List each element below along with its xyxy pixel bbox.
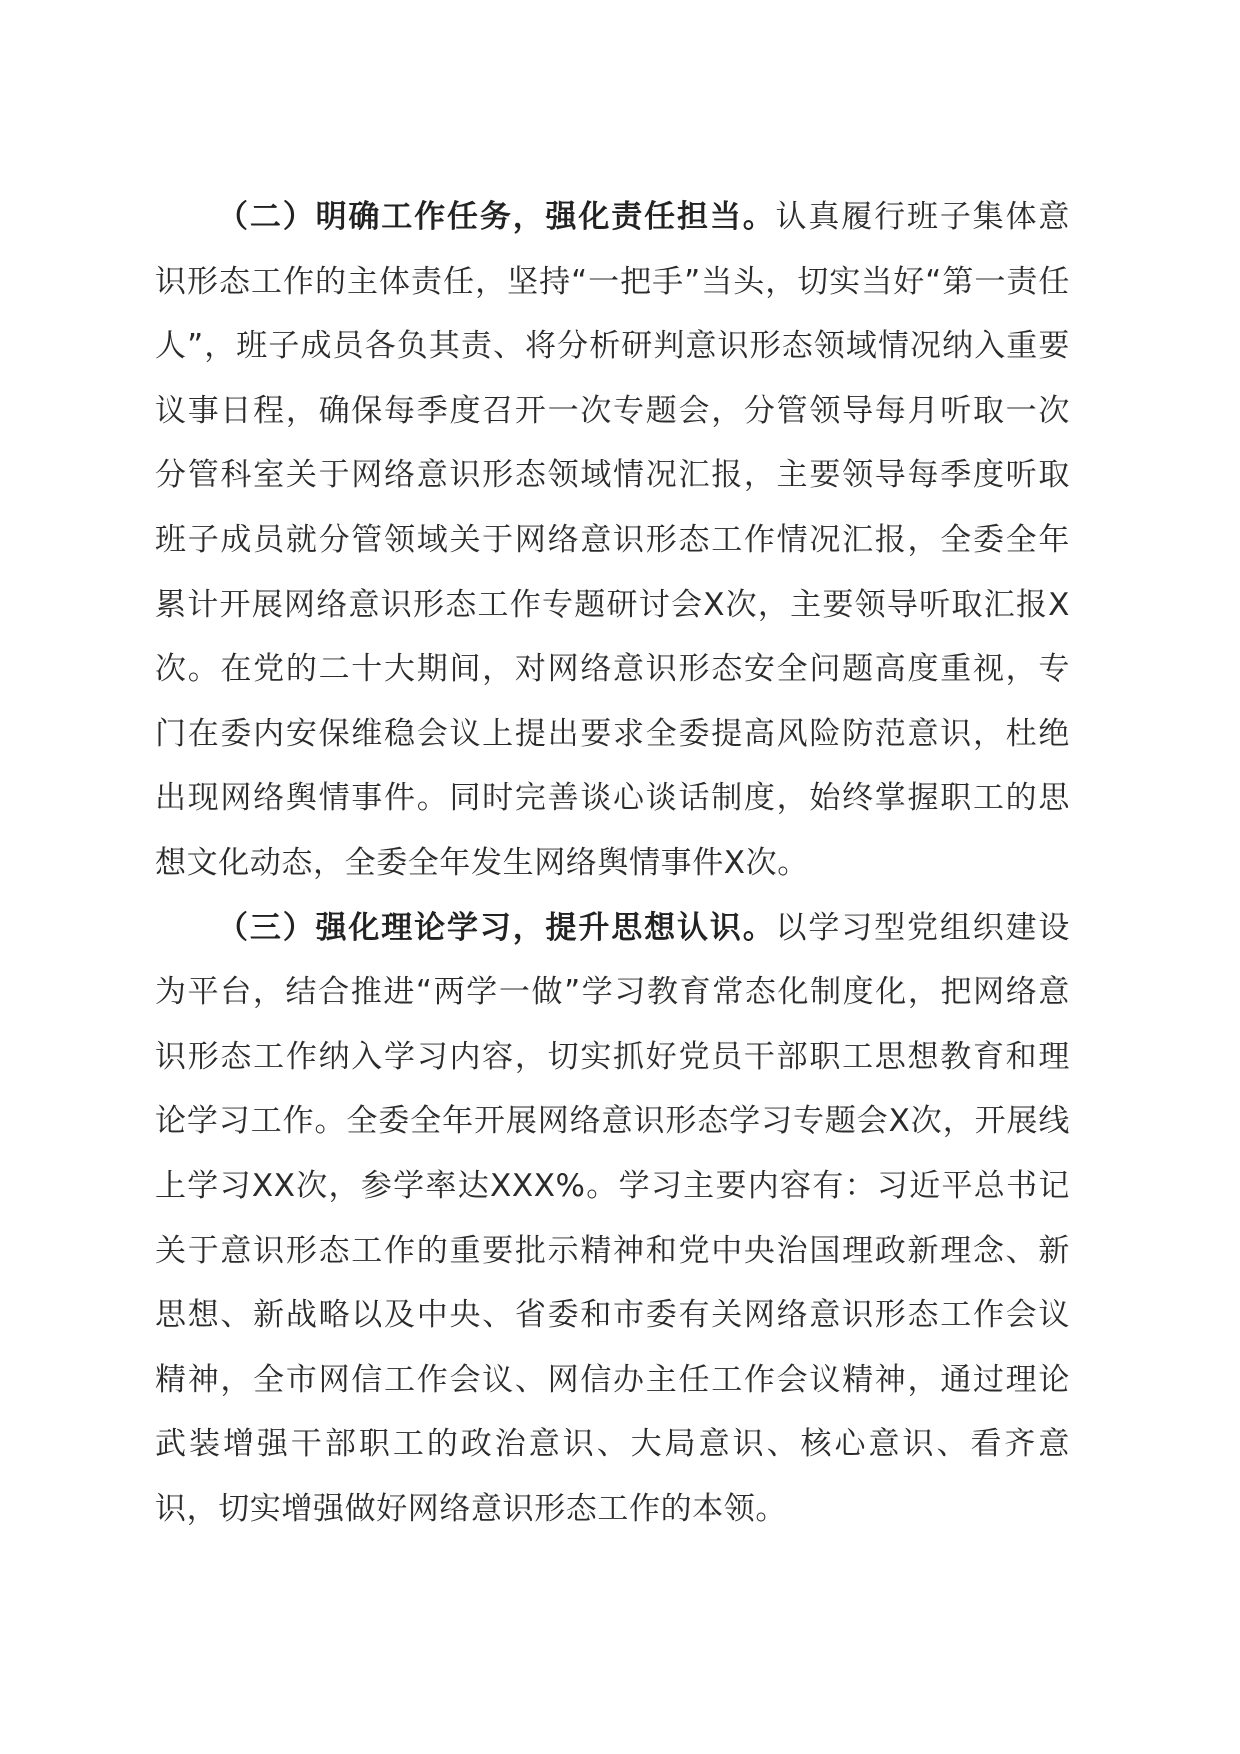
paragraph-text: 认真履行班子集体意识形态工作的主体责任，坚持“一把手”当头，切实当好“第一责任人”，班子成员各负其责、将分析研判意识形态领域情况纳入重要议事日程，确保每季度召开一次专题会，分管领导每月听取一次分管科室关于网络意识形态领域情况汇报，主要领导每季度听取班子成员就分管领域关于网络意识形态工作情况汇报，全委全年累计开展网络意识形态工作专题研讨会X次，主要领导听取汇报X次。在党的二十大期间，对网络意识形态安全问题高度重视，专门在委内安保维稳会议上提出要求全委提高风险防范意识，杜绝出现网络舆情事件。同时完善谈心谈话制度，始终掌握职工的思想文化动态，全委全年发生网络舆情事件X次。 [155, 199, 1070, 881]
paragraph-heading: （三）强化理论学习，提升思想认识。 [217, 909, 776, 946]
paragraph-theory-study [155, 896, 1070, 1542]
paragraph-work-tasks [155, 185, 1070, 896]
paragraph-text: 以学习型党组织建设为平台，结合推进“两学一做”学习教育常态化制度化，把网络意识形态工作纳入学习内容，切实抓好党员干部职工思想教育和理论学习工作。全委全年开展网络意识形态学习专题会X次，开展线上学习XX次，参学率达XXX%。学习主要内容有：习近平总书记关于意识形态工作的重要批示精神和党中央治国理政新理念、新思想、新战略以及中央、省委和市委有关网络意识形态工作会议精神，全市网信工作会议、网信办主任工作会议精神，通过理论武装增强干部职工的政治意识、大局意识、核心意识、看齐意识，切实增强做好网络意识形态工作的本领。 [155, 909, 1070, 1527]
paragraph-heading: （二）明确工作任务，强化责任担当。 [217, 199, 776, 235]
document-body [155, 185, 1070, 1541]
